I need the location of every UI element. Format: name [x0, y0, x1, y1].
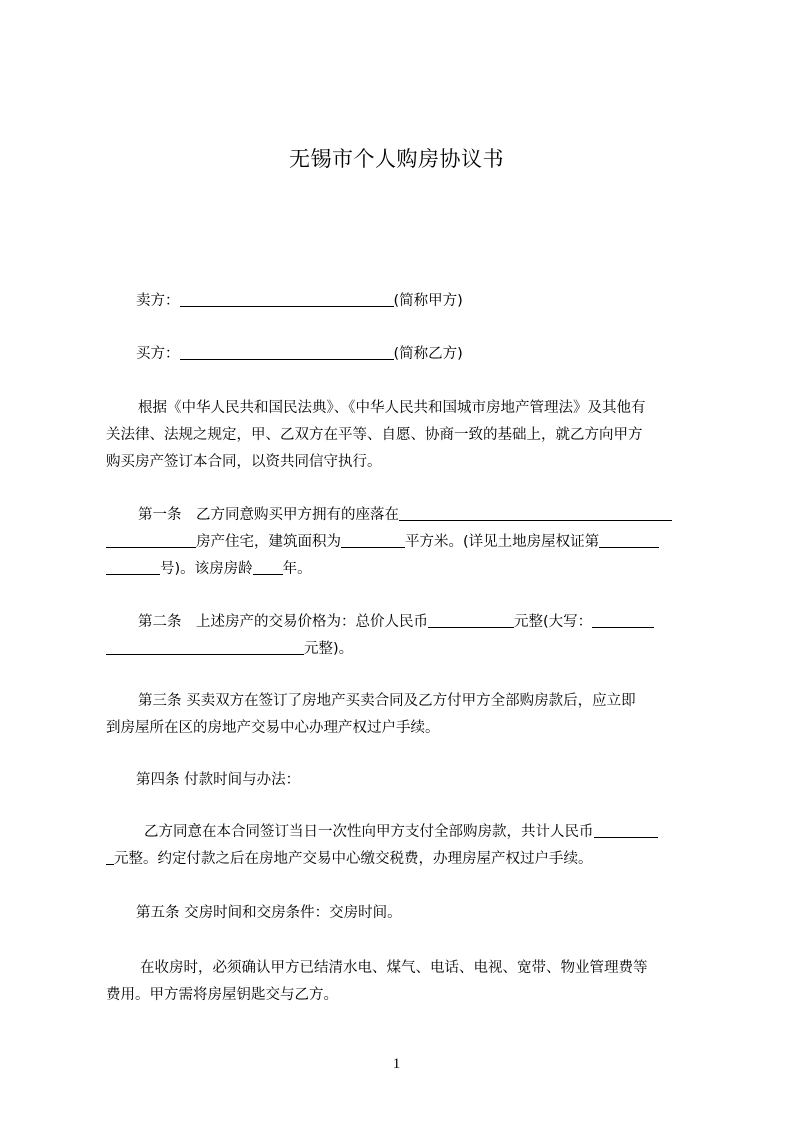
article-1-line-1	[106, 502, 702, 529]
article-4-line-1	[106, 819, 702, 846]
price-number-blank[interactable]	[428, 613, 514, 629]
article-1-text-4: 号)。该房房龄	[160, 561, 253, 577]
area-blank[interactable]	[341, 533, 405, 549]
article-1-text-5: 年。	[282, 561, 312, 577]
page-number: 1	[392, 1056, 401, 1072]
article-3-line-2: 到房屋所在区的房地产交易中心办理产权过户手续。	[106, 720, 440, 736]
seller-name-blank[interactable]	[180, 292, 394, 308]
article-2-text-1: 第二条 上述房产的交易价格为：总价人民币	[138, 614, 428, 630]
intro-line-2: 关法律、法规之规定，甲、乙双方在平等、自愿、协商一致的基础上，就乙方向甲方	[106, 427, 643, 443]
article-5-line-2: 费用。甲方需将房屋钥匙交与乙方。	[106, 987, 338, 1003]
seller-suffix: (简称甲方)	[393, 293, 463, 309]
buyer-name-blank[interactable]	[180, 345, 394, 361]
article-5-heading: 第五条 交房时间和交房条件：交房时间。	[136, 905, 402, 921]
article-1-text-1: 第一条 乙方同意购买甲方拥有的座落在	[138, 507, 399, 523]
article-4-body	[106, 819, 702, 873]
article-2	[106, 609, 702, 663]
article-1-text-2: 房产住宅，建筑面积为	[196, 534, 341, 550]
buyer-line	[136, 341, 732, 368]
article-5-body	[106, 955, 702, 1009]
article-4-heading: 第四条 付款时间与办法：	[136, 772, 301, 788]
article-3	[106, 688, 702, 742]
seller-label: 卖方：	[136, 293, 180, 309]
price-words-blank-cont[interactable]	[106, 640, 304, 656]
price-words-blank[interactable]	[592, 613, 654, 629]
article-2-line-1	[106, 609, 702, 636]
buyer-suffix: (简称乙方)	[393, 346, 463, 362]
intro-line-1: 根据《中华人民共和国民法典》、《中华人民共和国城市房地产管理法》及其他有	[138, 400, 646, 416]
article-2-text-3: 元整)。	[304, 641, 354, 657]
article-1	[106, 502, 702, 583]
property-location-blank[interactable]	[399, 506, 672, 522]
article-1-line-2	[106, 529, 702, 556]
article-4-line-2	[106, 846, 702, 873]
payment-amount-blank[interactable]	[594, 823, 658, 839]
document-title: 无锡市个人购房协议书	[289, 147, 504, 171]
intro-line-3: 购买房产签订本合同，以资共同信守执行。	[106, 454, 382, 470]
buyer-label: 买方：	[136, 346, 180, 362]
certificate-number-blank[interactable]	[599, 533, 659, 549]
article-1-line-3	[106, 556, 702, 583]
house-age-blank[interactable]	[253, 560, 283, 576]
payment-amount-blank-cont[interactable]	[106, 850, 114, 866]
article-5-line-1: 在收房时，必须确认甲方已结清水电、煤气、电话、电视、宽带、物业管理费等	[140, 960, 648, 976]
intro-paragraph	[106, 395, 702, 476]
article-2-text-2: 元整(大写：	[514, 614, 593, 630]
article-3-line-1: 第三条 买卖双方在签订了房地产买卖合同及乙方付甲方全部购房款后，应立即	[138, 693, 636, 709]
article-2-line-2	[106, 636, 702, 663]
certificate-number-blank-cont[interactable]	[106, 560, 160, 576]
seller-line	[136, 288, 732, 315]
article-4-text-1: 乙方同意在本合同签订当日一次性向甲方支付全部购房款，共计人民币	[144, 824, 594, 840]
property-location-blank-cont[interactable]	[106, 533, 196, 549]
article-4-text-2: 元整。约定付款之后在房地产交易中心缴交税费，办理房屋产权过户手续。	[114, 851, 593, 867]
article-1-text-3: 平方米。(详见土地房屋权证第	[405, 534, 600, 550]
